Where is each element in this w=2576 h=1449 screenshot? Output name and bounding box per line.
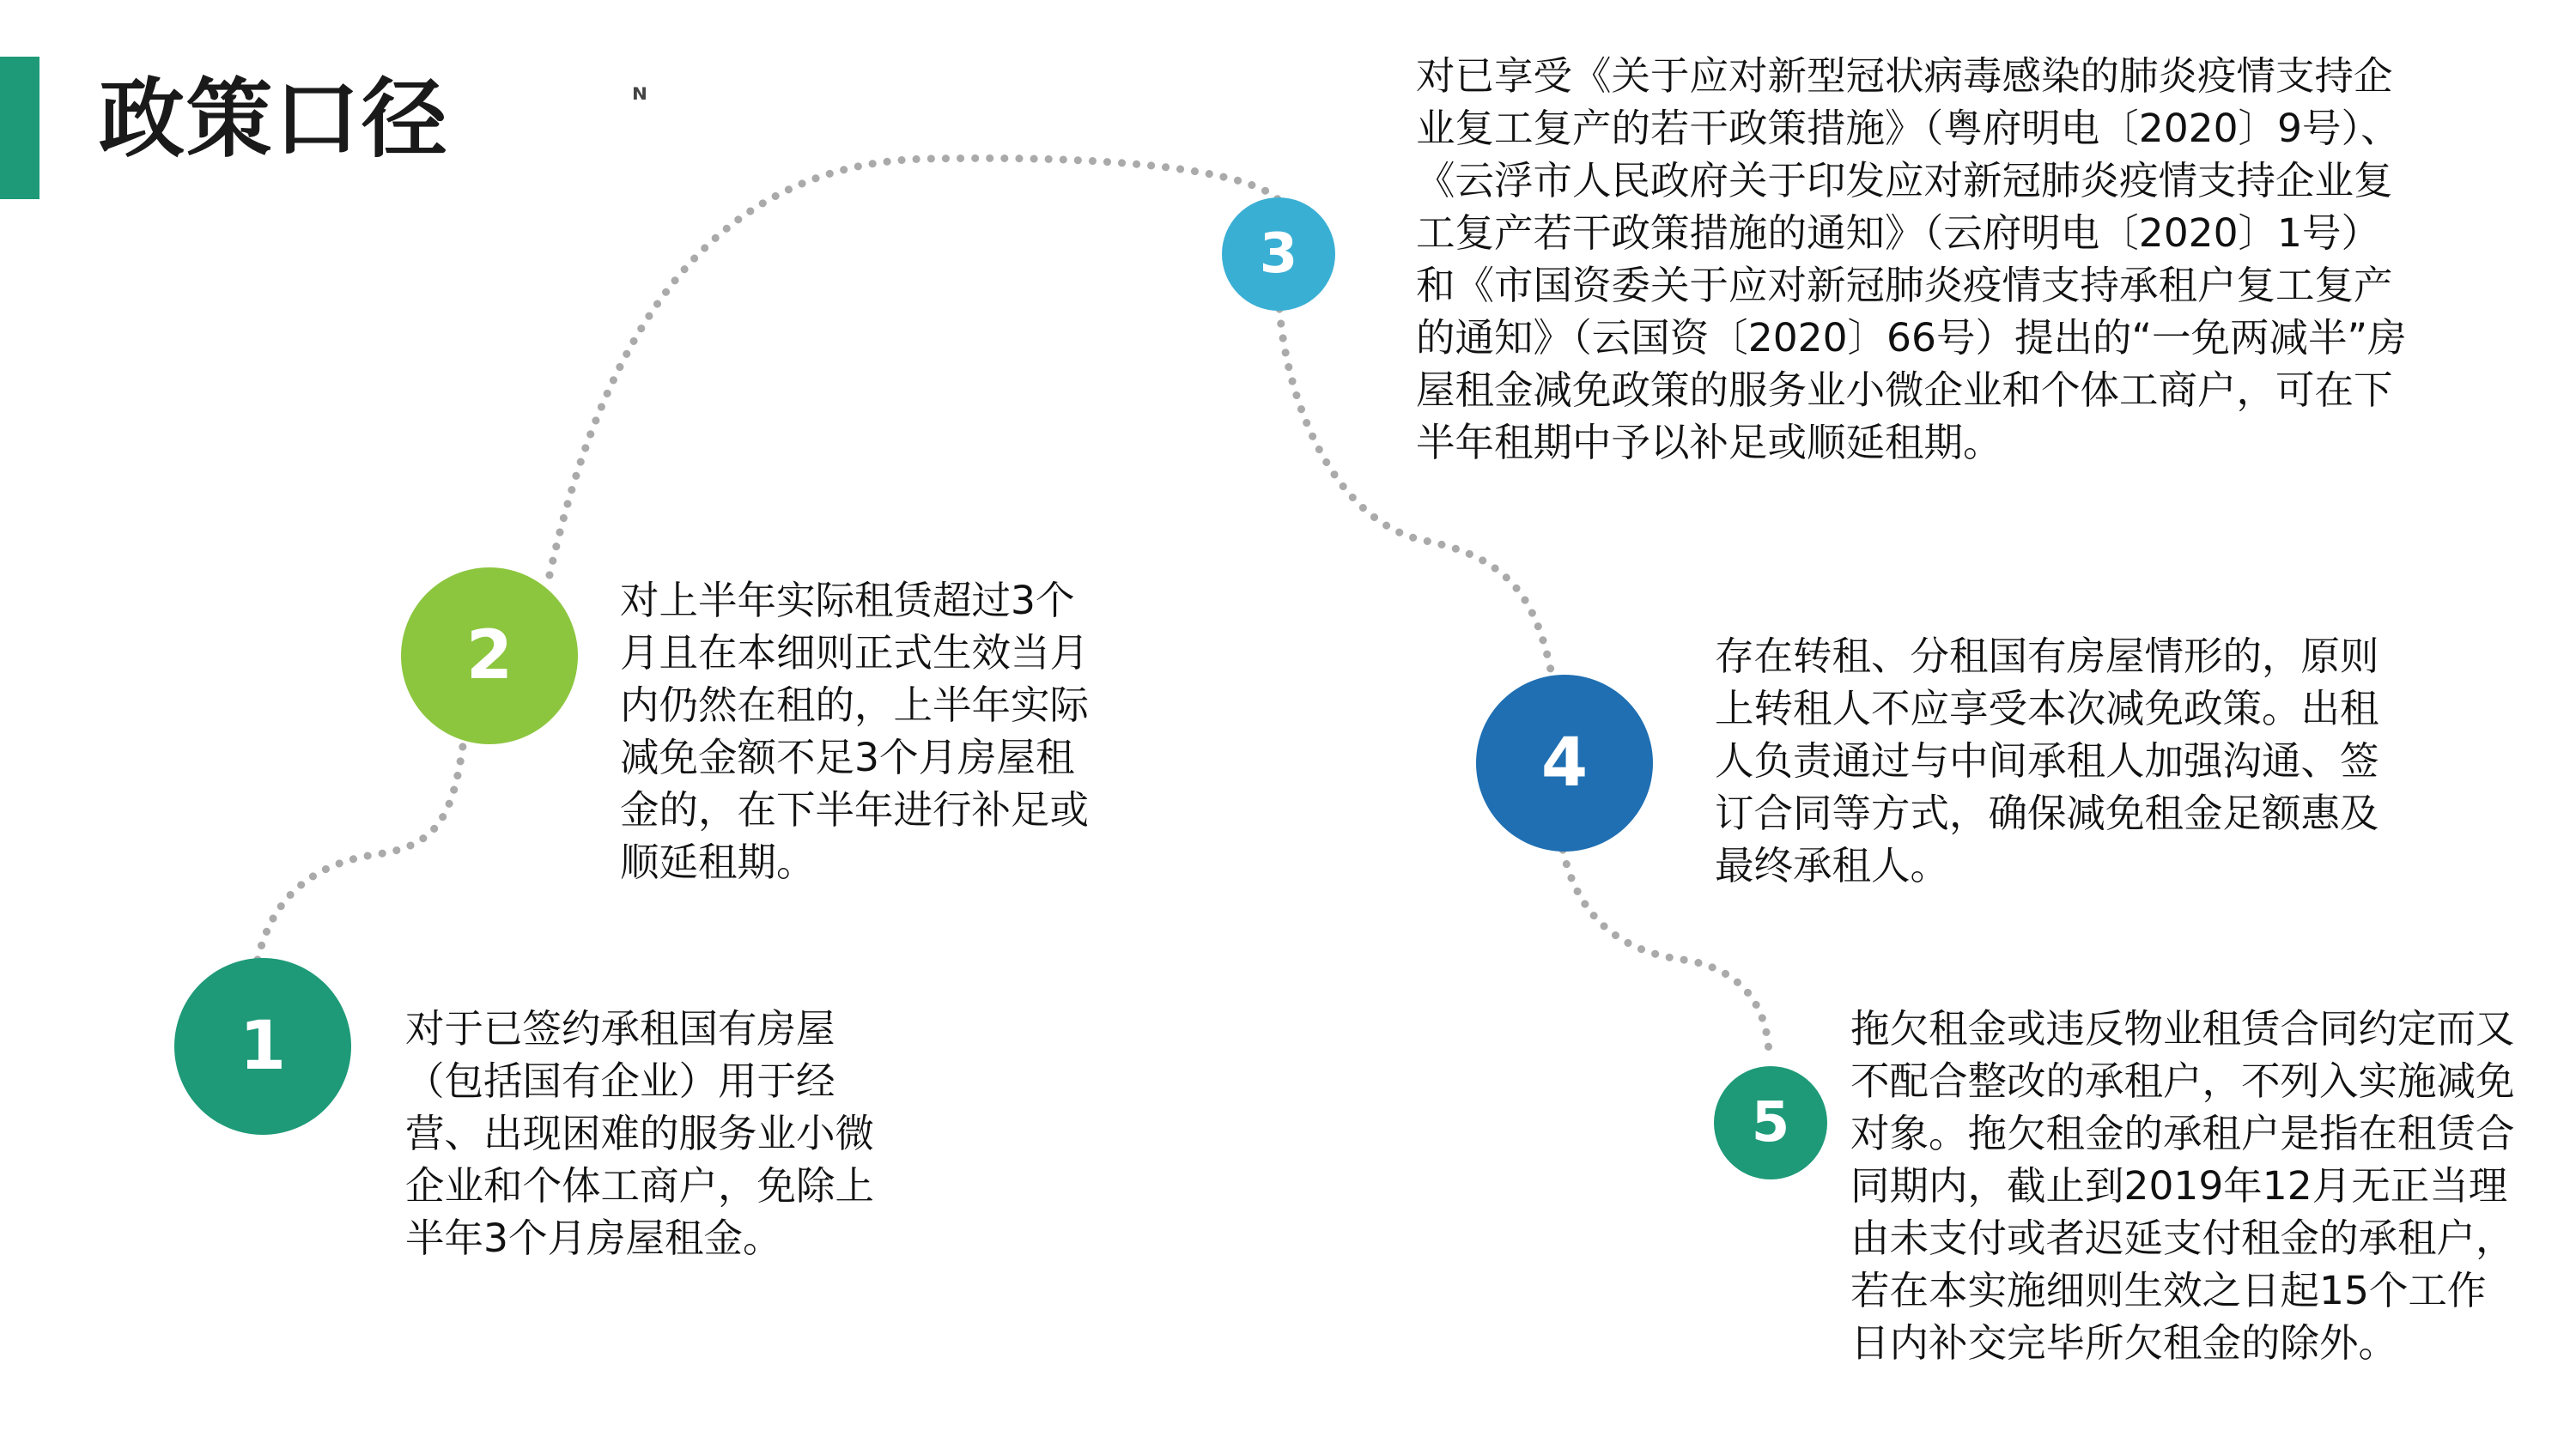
step-1-text: 对于已签约承租国有房屋（包括国有企业）用于经营、出现困难的服务业小微企业和个体工商户，免除上半年3个月房屋租金。 xyxy=(405,1006,875,1261)
step-4-text: 存在转租、分租国有房屋情形的，原则上转租人不应享受本次减免政策。出租人负责通过与中间承租人加强沟通、签订合同等方式，确保减免租金足额惠及最终承租人。 xyxy=(1715,634,2379,888)
connector-segment-2-3 xyxy=(550,158,1278,575)
step-4-circle xyxy=(1476,675,1653,852)
corner-glyph: ᴺ xyxy=(632,82,647,117)
step-3-number: 3 xyxy=(1259,222,1298,286)
step-5-number: 5 xyxy=(1751,1091,1790,1155)
step-2-circle xyxy=(401,567,578,744)
step-1-number: 1 xyxy=(239,1008,287,1085)
step-4-number: 4 xyxy=(1540,724,1589,802)
step-3-circle xyxy=(1222,197,1335,311)
step-1-circle xyxy=(174,958,351,1135)
step-2-number: 2 xyxy=(465,617,513,694)
step-2-text: 对上半年实际租赁超过3个月且在本细则正式生效当月内仍然在租的，上半年实际减免金额不足3个月房屋租金的，在下半年进行补足或顺延租期。 xyxy=(620,578,1090,885)
step-3-text: 对已享受《关于应对新型冠状病毒感染的肺炎疫情支持企业复工复产的若干政策措施》（粤府明电〔2020〕9号）、《云浮市人民政府关于印发应对新冠肺炎疫情支持企业复工复产若干政策措施的通知》（云府明电〔2020〕1号）和《市国资委关于应对新冠肺炎疫情支持承租户复工复产的通知》（云国资〔2020〕66号）提出的“一免两减半”房屋租金减免政策的服务业小微企业和个体工商户，可在下半年租期中予以补足或顺延租期。 xyxy=(1416,53,2407,465)
step-5-text: 拖欠租金或违反物业租赁合同约定而又不配合整改的承租户，不列入实施减免对象。拖欠租金的承租户是指在租赁合同期内，截止到2019年12月无正当理由未支付或者迟延支付租金的承租户，若在本实施细则生效之日起15个工作日内补交完毕所欠租金的除外。 xyxy=(1850,1006,2515,1366)
connector-segment-1-2 xyxy=(258,740,464,960)
page-title: 政策口径 xyxy=(99,68,449,169)
step-5-circle xyxy=(1714,1066,1827,1179)
